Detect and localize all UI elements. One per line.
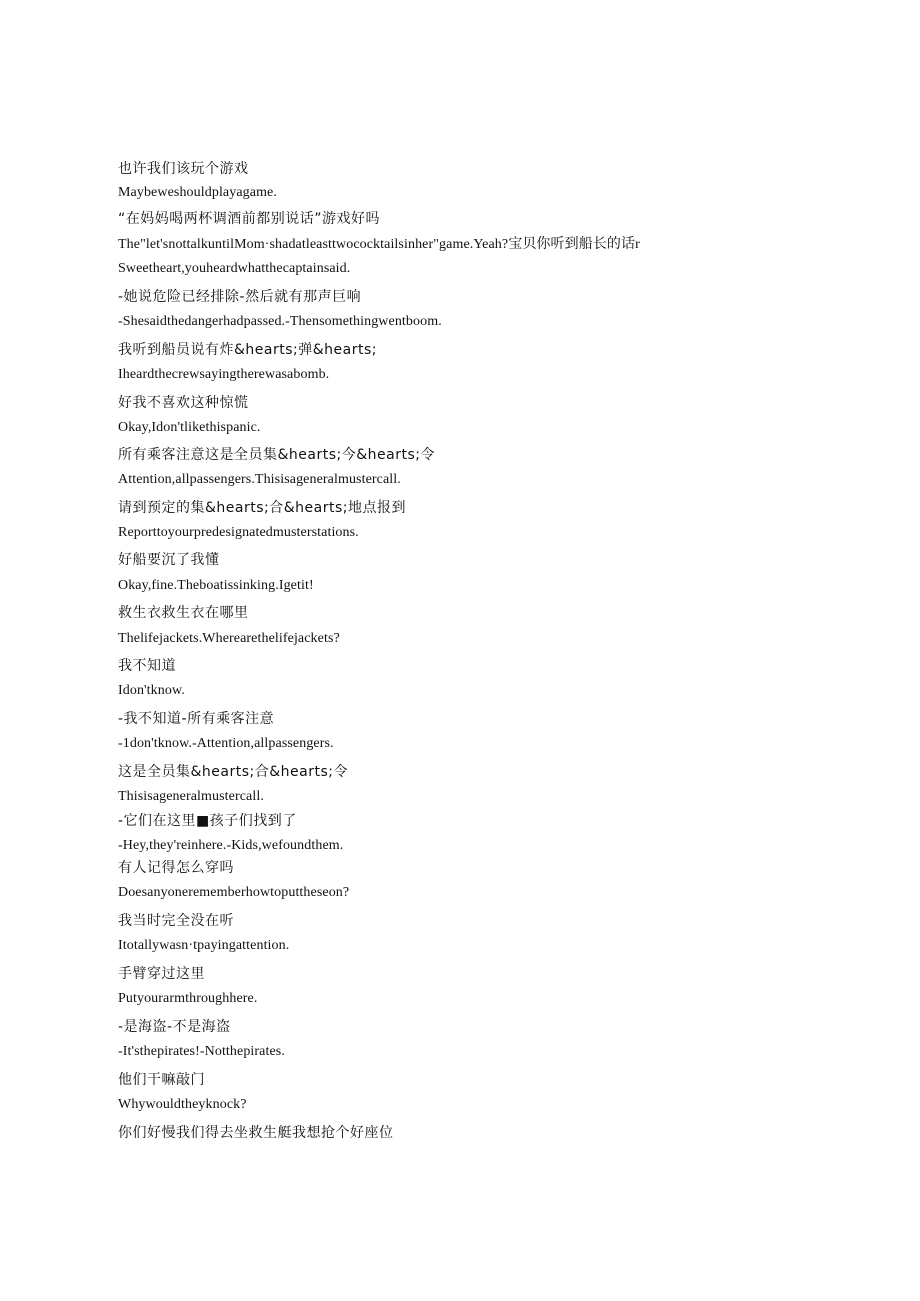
subtitle-line-zh: 救生衣救生衣在哪里 bbox=[118, 605, 249, 621]
subtitle-line-zh: 你们好慢我们得去坐救生艇我想抢个好座位 bbox=[118, 1125, 394, 1141]
subtitle-line-en: Thelifejackets.Wherearethelifejackets? bbox=[118, 631, 340, 646]
subtitle-line-zh: 这是全员集&hearts;合&hearts;令 bbox=[118, 764, 348, 780]
subtitle-line-en: -1don'tknow.-Attention,allpassengers. bbox=[118, 736, 334, 751]
subtitle-line-zh: 他们干嘛敲门 bbox=[118, 1072, 205, 1088]
subtitle-line-zh: 所有乘客注意这是全员集&hearts;今&hearts;令 bbox=[118, 447, 435, 463]
subtitle-line-en: Doesanyonerememberhowtoputtheseon? bbox=[118, 885, 350, 900]
subtitle-line-en: Putyourarmthroughhere. bbox=[118, 991, 258, 1006]
subtitle-line-zh: -它们在这里■孩子们找到了 bbox=[118, 813, 297, 829]
subtitle-line-zh: “在妈妈喝两杯调酒前都别说话”游戏好吗 bbox=[118, 211, 381, 227]
subtitle-line-en: Sweetheart,youheardwhatthecaptainsaid. bbox=[118, 261, 351, 276]
subtitle-line-en: Idon'tknow. bbox=[118, 683, 185, 698]
subtitle-line-zh: 有人记得怎么穿吗 bbox=[118, 860, 234, 876]
subtitle-line-zh: 也许我们该玩个游戏 bbox=[118, 161, 249, 177]
subtitle-line-zh: 我当时完全没在听 bbox=[118, 913, 234, 929]
subtitle-line-en: Attention,allpassengers.Thisisageneralmustercall. bbox=[118, 472, 401, 487]
subtitle-line-zh: 好船要沉了我懂 bbox=[118, 552, 220, 568]
subtitle-line-zh: 我不知道 bbox=[118, 658, 176, 674]
subtitle-line-zh: 好我不喜欢这种惊慌 bbox=[118, 395, 249, 411]
subtitle-line-zh: -她说危险已经排除-然后就有那声巨响 bbox=[118, 289, 362, 305]
subtitle-line-en: Okay,fine.Theboatissinking.Igetit! bbox=[118, 578, 314, 593]
subtitle-line-en: -Hey,they'reinhere.-Kids,wefoundthem. bbox=[118, 838, 344, 853]
subtitle-line-en: Reporttoyourpredesignatedmusterstations. bbox=[118, 525, 359, 540]
subtitle-line-en: -It'sthepirates!-Notthepirates. bbox=[118, 1044, 285, 1059]
subtitle-line-zh: 手臂穿过这里 bbox=[118, 966, 205, 982]
subtitle-line-zh: -我不知道-所有乘客注意 bbox=[118, 711, 275, 727]
subtitle-line-zh: -是海盗-不是海盗 bbox=[118, 1019, 231, 1035]
subtitle-line-en: Iheardthecrewsayingtherewasabomb. bbox=[118, 367, 330, 382]
subtitle-line-en: Thisisageneralmustercall. bbox=[118, 789, 264, 804]
subtitle-line-en: Maybeweshouldplayagame. bbox=[118, 185, 277, 200]
subtitle-line-en: Okay,Idon'tlikethispanic. bbox=[118, 420, 261, 435]
subtitle-line-en: The"let'snottalkuntilMom·shadatleasttwococktailsinher"game.Yeah?宝贝你听到船长的话r bbox=[118, 237, 640, 252]
subtitle-line-en: Whywouldtheyknock? bbox=[118, 1097, 247, 1112]
subtitle-line-en: -Shesaidthedangerhadpassed.-Thensomethingwentboom. bbox=[118, 314, 442, 329]
subtitle-line-zh: 我听到船员说有炸&hearts;弹&hearts; bbox=[118, 342, 377, 358]
subtitle-line-en: Itotallywasn·tpayingattention. bbox=[118, 938, 290, 953]
subtitle-line-zh: 请到预定的集&hearts;合&hearts;地点报到 bbox=[118, 500, 406, 516]
